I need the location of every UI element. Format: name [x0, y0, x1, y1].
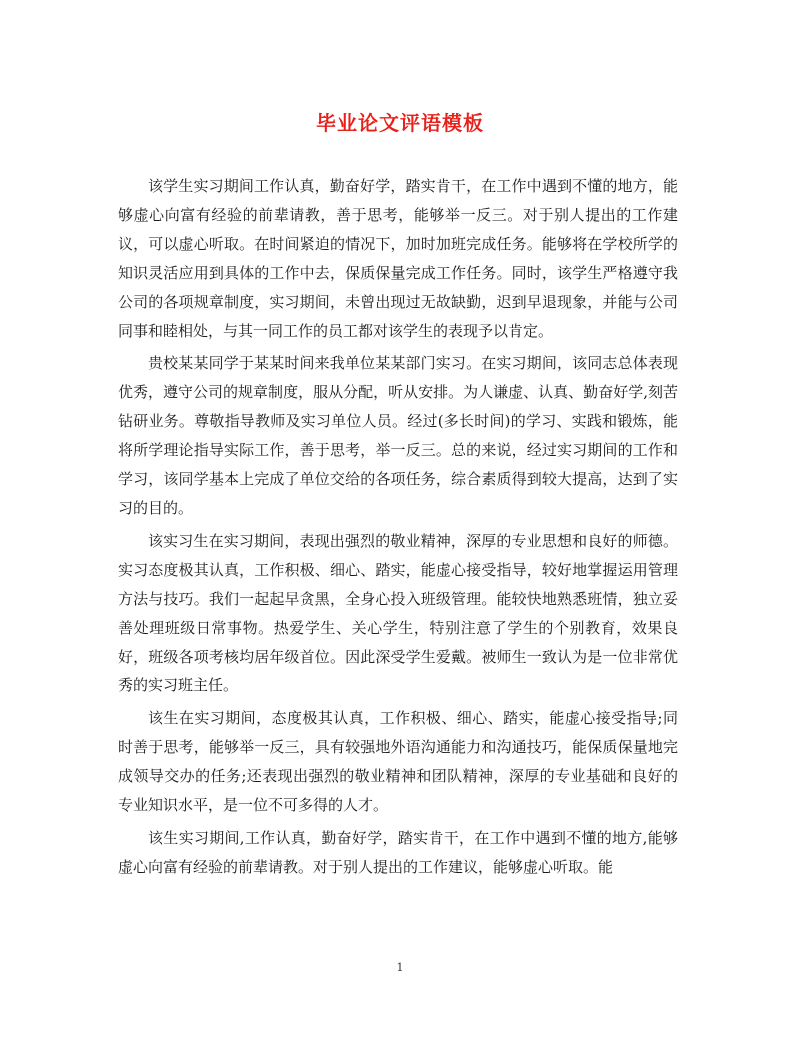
page-number: 1: [396, 961, 404, 974]
document-title: 毕业论文评语模板: [316, 111, 484, 135]
document-body: [118, 172, 678, 886]
paragraph: 该生实习期间,工作认真，勤奋好学，踏实肯干，在工作中遇到不懂的地方,能够虚心向富有经验的前辈请教。对于别人提出的工作建议，能够虚心听取。能: [118, 828, 678, 876]
paragraph: 贵校某某同学于某某时间来我单位某某部门实习。在实习期间，该同志总体表现优秀，遵守公司的规章制度，服从分配，听从安排。为人谦虚、认真、勤奋好学,刻苦钻研业务。尊敬指导教师及实习单位人员。经过(多长时间)的学习、实践和锻炼，能将所学理论指导实际工作，善于思考，举一反三。总的来说，经过实习期间的工作和学习，该同学基本上完成了单位交给的各项任务，综合素质得到较大提高，达到了实习的目的。: [118, 354, 678, 517]
paragraph: 该学生实习期间工作认真，勤奋好学，踏实肯干，在工作中遇到不懂的地方，能够虚心向富有经验的前辈请教，善于思考，能够举一反三。对于别人提出的工作建议，可以虚心听取。在时间紧迫的情况下，加时加班完成任务。能够将在学校所学的知识灵活应用到具体的工作中去，保质保量完成工作任务。同时，该学生严格遵守我公司的各项规章制度，实习期间，未曾出现过无故缺勤，迟到早退现象，并能与公司同事和睦相处，与其一同工作的员工都对该学生的表现予以肯定。: [118, 177, 678, 340]
paragraph: 该实习生在实习期间，表现出强烈的敬业精神，深厚的专业思想和良好的师德。实习态度极其认真，工作积极、细心、踏实，能虚心接受指导，较好地掌握运用管理方法与技巧。我们一起起早贪黑，全身心投入班级管理。能较快地熟悉班情，独立妥善处理班级日常事物。热爱学生、关心学生，特别注意了学生的个别教育，效果良好，班级各项考核均居年级首位。因此深受学生爱戴。被师生一致认为是一位非常优秀的实习班主任。: [118, 531, 678, 695]
paragraph: 该生在实习期间，态度极其认真，工作积极、细心、踏实，能虚心接受指导;同时善于思考，能够举一反三，具有较强地外语沟通能力和沟通技巧，能保质保量地完成领导交办的任务;还表现出强烈的敬业精神和团队精神，深厚的专业基础和良好的专业知识水平，是一位不可多得的人才。: [118, 709, 678, 815]
